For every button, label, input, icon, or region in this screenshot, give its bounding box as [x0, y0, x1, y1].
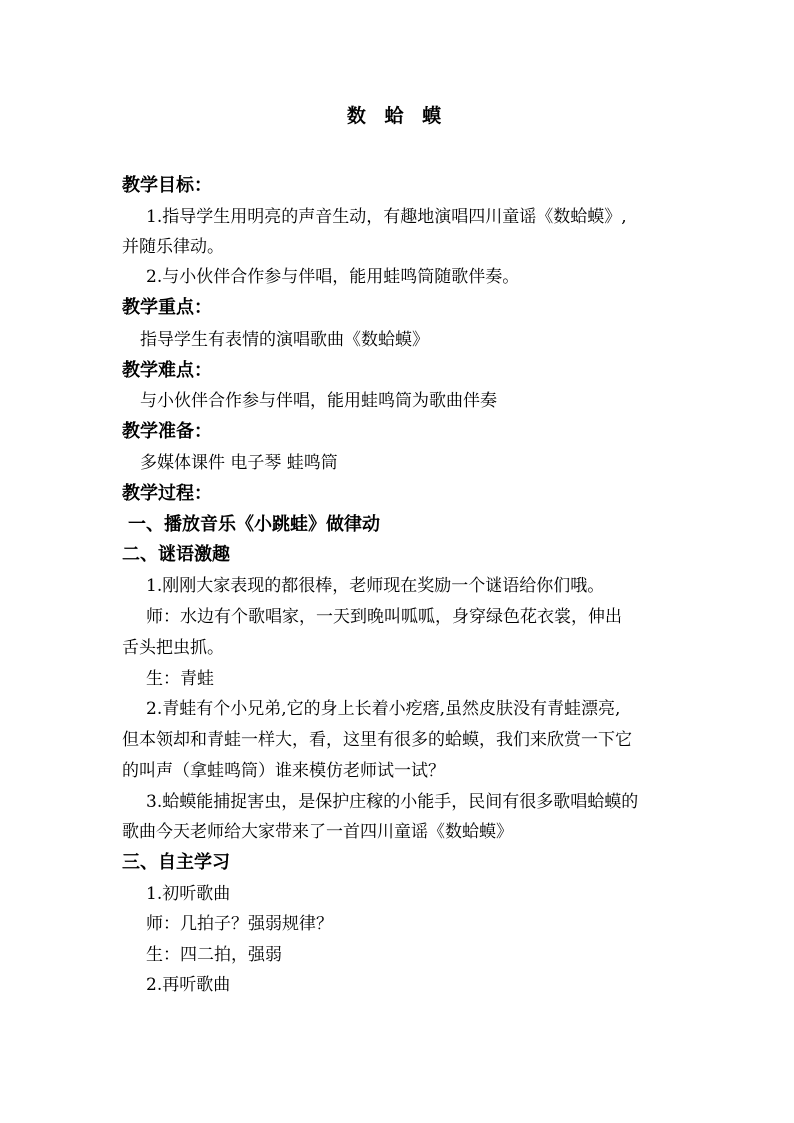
objective-1-line-1: 1.指导学生用明亮的声音生动，有趣地演唱四川童谣《数蛤蟆》, — [146, 207, 627, 227]
objective-2: 2.与小伙伴合作参与伴唱，能用蛙鸣筒随歌伴奏。 — [146, 267, 520, 287]
objectives-heading: 教学目标： — [122, 175, 212, 196]
key-points-text: 指导学生有表情的演唱歌曲《数蛤蟆》 — [140, 330, 429, 350]
part-2-paragraph-4-line-3: 的叫声（拿蛙鸣筒）谁来模仿老师试一试？ — [122, 761, 445, 781]
part-3-paragraph-2: 师：几拍子？强弱规律？ — [146, 914, 333, 934]
process-part-1-heading: 一、播放音乐《小跳蛙》做律动 — [128, 514, 380, 535]
part-3-paragraph-4: 2.再听歌曲 — [146, 975, 231, 995]
difficulties-heading: 教学难点： — [122, 360, 212, 381]
part-2-paragraph-5-line-1: 3.蛤蟆能捕捉害虫，是保护庄稼的小能手，民间有很多歌唱蛤蟆的 — [146, 792, 639, 812]
part-2-paragraph-2-line-1: 师：水边有个歌唱家，一天到晚叫呱呱，身穿绿色花衣裳，伸出 — [146, 607, 622, 627]
part-2-paragraph-1: 1.刚刚大家表现的都很棒，老师现在奖励一个谜语给你们哦。 — [146, 576, 605, 596]
part-2-paragraph-3: 生：青蛙 — [146, 669, 214, 689]
part-2-paragraph-4-line-1: 2.青蛙有个小兄弟,它的身上长着小疙瘩,虽然皮肤没有青蛙漂亮, — [146, 699, 621, 719]
difficulties-text: 与小伙伴合作参与伴唱，能用蛙鸣筒为歌曲伴奏 — [140, 391, 497, 411]
key-points-heading: 教学重点： — [122, 297, 212, 318]
part-2-paragraph-5-line-2: 歌曲今天老师给大家带来了一首四川童谣《数蛤蟆》 — [122, 822, 513, 842]
part-3-paragraph-3: 生：四二拍，强弱 — [146, 945, 282, 965]
process-heading: 教学过程： — [122, 483, 212, 504]
preparation-heading: 教学准备： — [122, 421, 212, 442]
part-3-paragraph-1: 1.初听歌曲 — [146, 884, 231, 904]
part-2-paragraph-2-line-2: 舌头把虫抓。 — [122, 638, 224, 658]
preparation-text: 多媒体课件 电子琴 蛙鸣筒 — [140, 453, 338, 473]
part-2-paragraph-4-line-2: 但本领却和青蛙一样大，看，这里有很多的蛤蟆，我们来欣赏一下它 — [122, 730, 632, 750]
process-part-2-heading: 二、谜语激趣 — [122, 544, 230, 565]
objective-1-line-2: 并随乐律动。 — [122, 237, 224, 257]
document-title: 数 蛤 蟆 — [346, 105, 448, 127]
process-part-3-heading: 三、自主学习 — [122, 852, 230, 873]
